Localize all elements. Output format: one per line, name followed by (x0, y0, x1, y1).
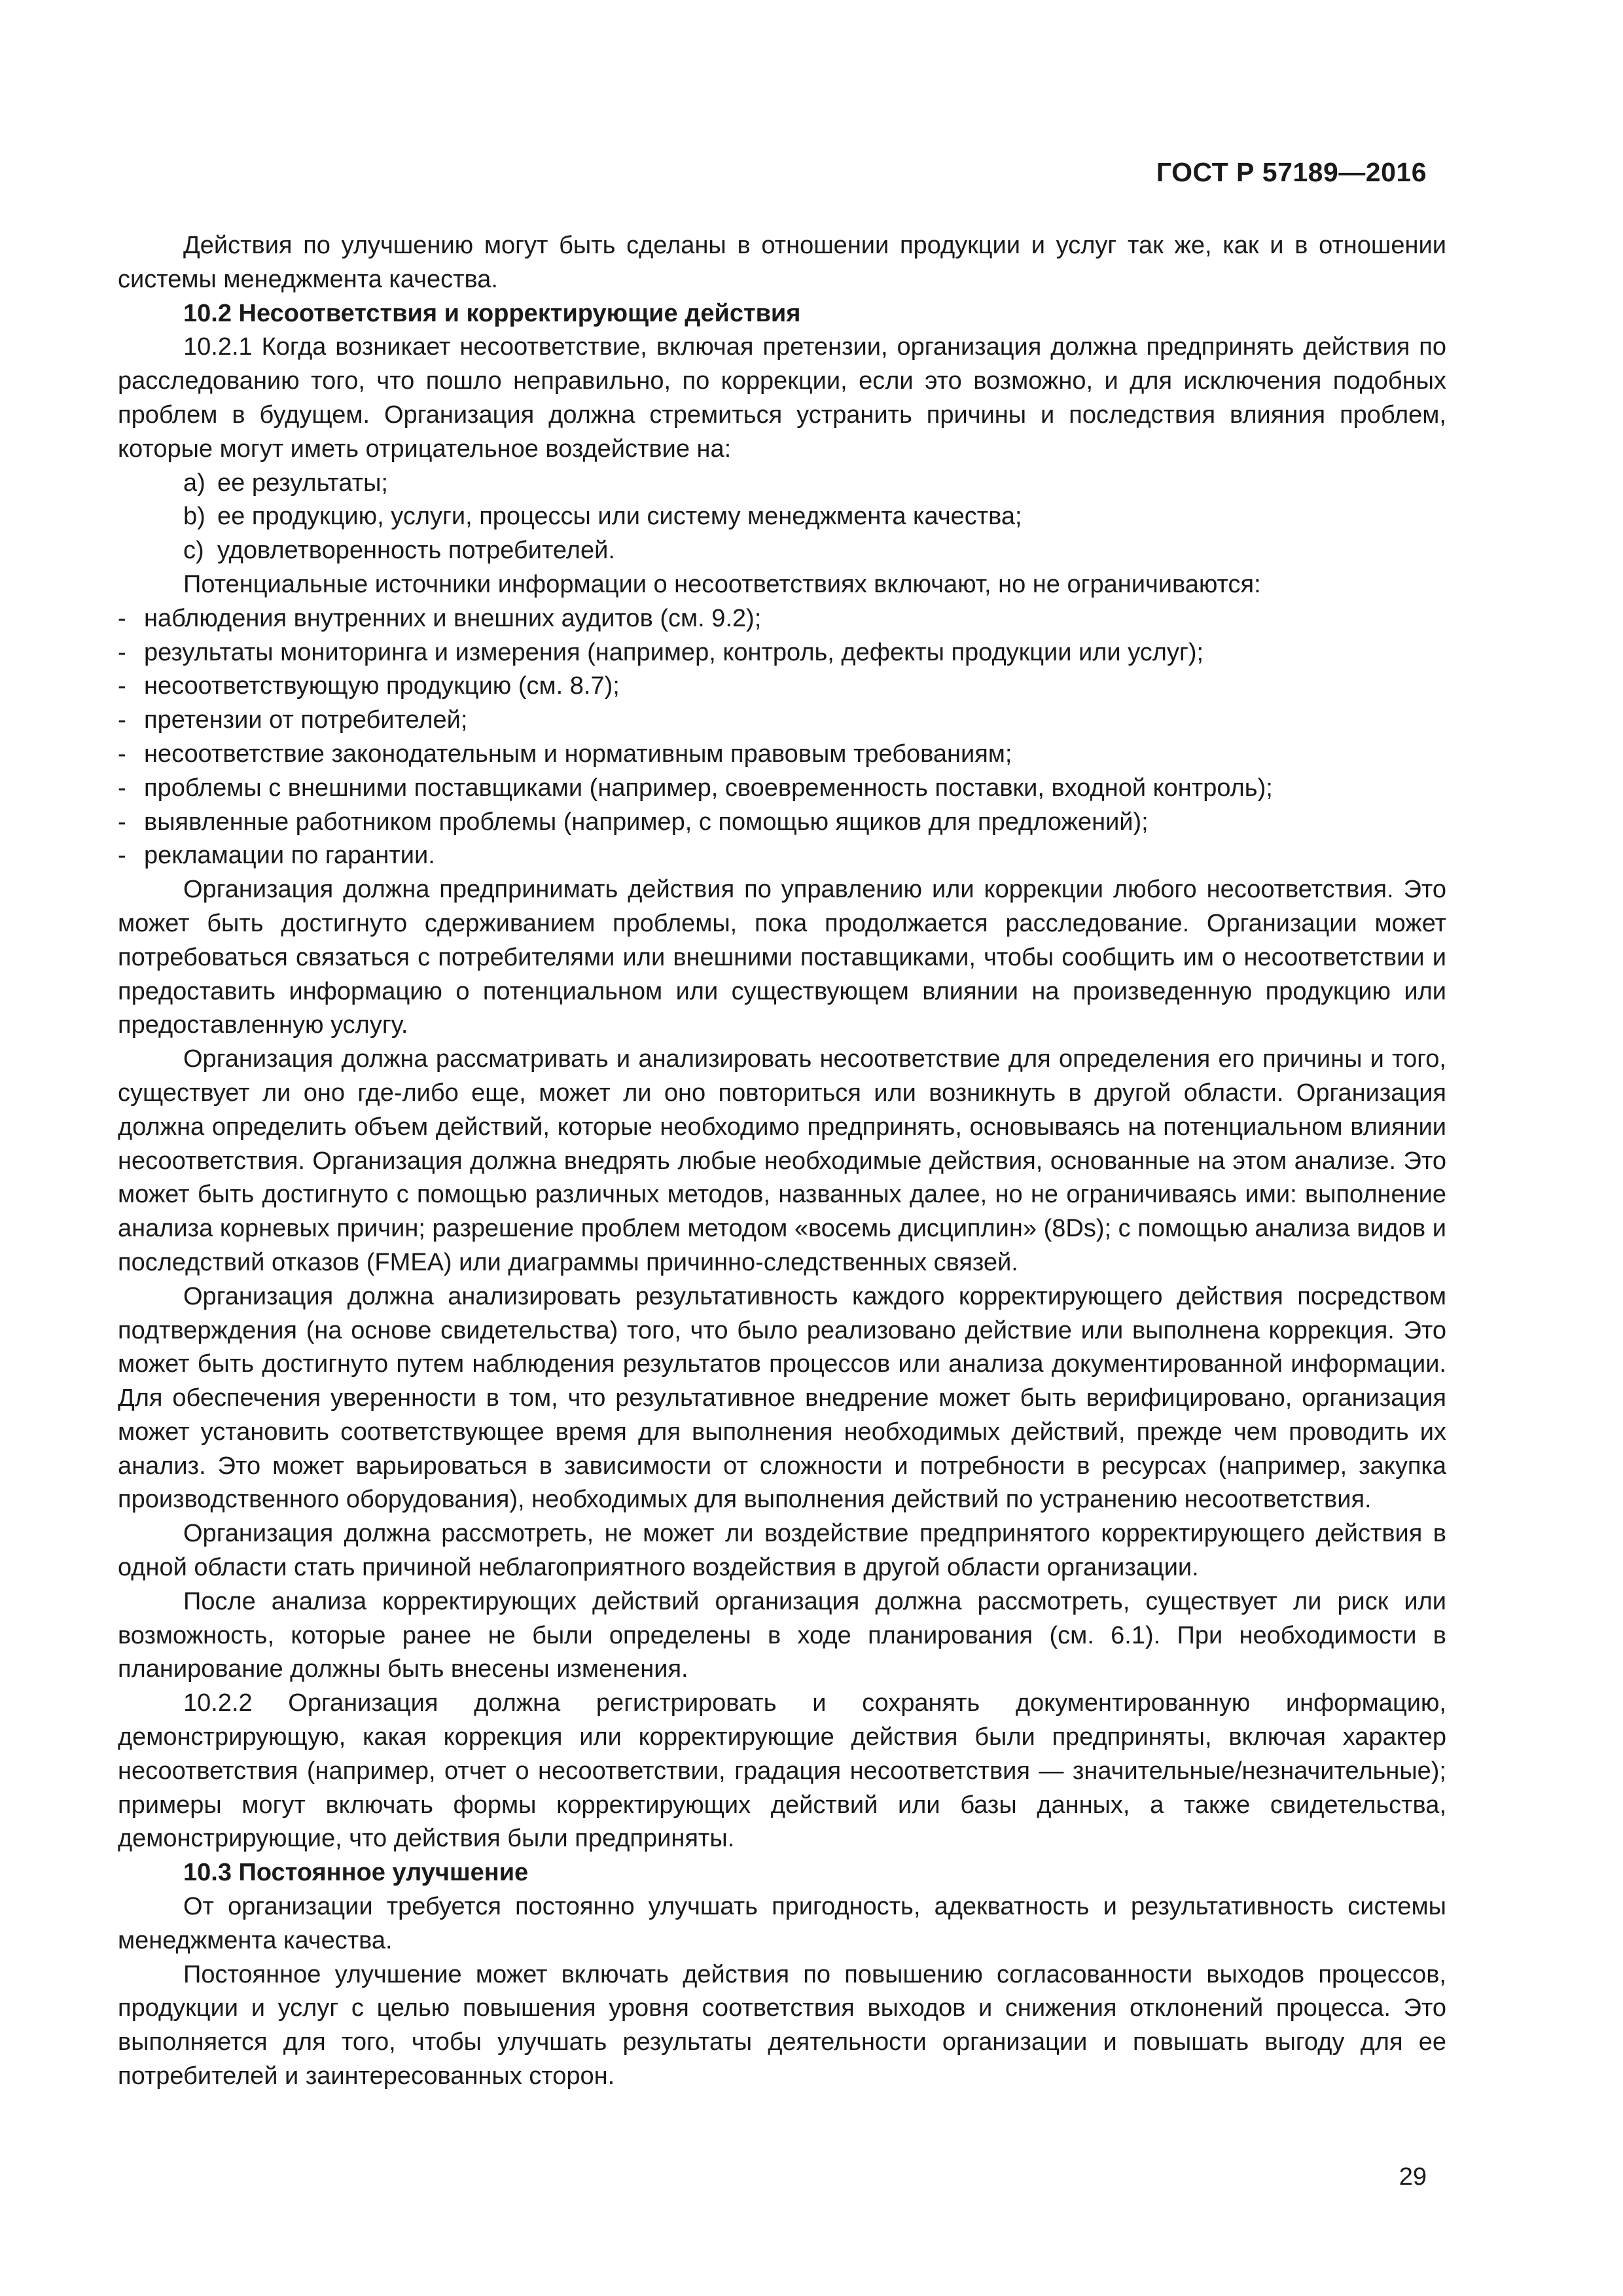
body-paragraph: Организация должна рассматривать и анализировать несоответствие для определения его причины и того, существует ли оно где-либо еще, может ли оно повториться или возникнуть в другой области. Организация должна определить объем действий, которые необходимо предпринять, основываясь на потенциальном влиянии несоответствия. Организация должна внедрять любые необходимые действия, основанные на этом анализе. Это может быть достигнуто с помощью различных методов, названных далее, но не ограничиваясь ими: выполнение анализа корневых причин; разрешение проблем методом «восемь дисциплин» (8Ds); с помощью анализа видов и последствий отказов (FMEA) или диаграммы причинно-следственных связей. (118, 1045, 1446, 1276)
list-item: a) ее результаты; (183, 469, 388, 497)
document-id-header: ГОСТ Р 57189—2016 (1156, 157, 1427, 187)
list-item: - несоответствующую продукцию (см. 8.7); (118, 672, 620, 700)
list-item: c) удовлетворенность потребителей. (183, 537, 615, 565)
page-number: 29 (1399, 2163, 1427, 2191)
list-item: b) ее продукцию, услуги, процессы или систему менеджмента качества; (183, 503, 1022, 531)
body-paragraph: От организации требуется постоянно улучшать пригодность, адекватность и результативность системы менеджмента качества. (118, 1893, 1446, 1954)
clause-10-2-2-paragraph: 10.2.2 Организация должна регистрировать и сохранять документированную информацию, демонстрирующую, какая коррекция или корректирующие действия были предприняты, включая характер несоответствия (например, отчет о несоответствии, градация несоответствия — значительные/незначительные); примеры могут включать формы корректирующих действий или базы данных, а также свидетельства, демонстрирующие, что действия были предприняты. (118, 1689, 1446, 1853)
sources-list (118, 602, 1446, 873)
list-item: - рекламации по гарантии. (118, 842, 435, 870)
section-10-3-heading: 10.3 Постоянное улучшение (183, 1859, 529, 1887)
body-paragraph: После анализа корректирующих действий организация должна рассмотреть, существует ли риск или возможность, которые ранее не были определены в ходе планирования (см. 6.1). При необходимости в планирование должны быть внесены изменения. (118, 1587, 1446, 1683)
clause-10-2-1-paragraph: 10.2.1 Когда возникает несоответствие, включая претензии, организация должна предпринять действия по расследованию того, что пошло неправильно, по коррекции, если это возможно, и для исключения подобных проблем в будущем. Организация должна стремиться устранить причины и последствия влияния проблем, которые могут иметь отрицательное воздействие на: (118, 333, 1446, 463)
section-10-2-heading: 10.2 Несоответствия и корректирующие действия (183, 299, 801, 327)
sources-intro-paragraph: Потенциальные источники информации о несоответствиях включают, но не ограничиваются: (183, 570, 1261, 598)
list-item: - наблюдения внутренних и внешних аудитов (см. 9.2); (118, 604, 762, 632)
body-paragraph: Постоянное улучшение может включать действия по повышению согласованности выходов процессов, продукции и услуг с целью повышения уровня соответствия выходов и снижения отклонений процесса. Это выполняется для того, чтобы улучшать результаты деятельности организации и повышать выгоду для ее потребителей и заинтересованных сторон. (118, 1960, 1446, 2090)
list-item: - несоответствие законодательным и нормативным правовым требованиям; (118, 740, 1012, 768)
list-item: - проблемы с внешними поставщиками (например, своевременность поставки, входной контроль); (118, 774, 1273, 802)
body-paragraph: Организация должна предпринимать действия по управлению или коррекции любого несоответствия. Это может быть достигнуто сдерживанием проблемы, пока продолжается расследование. Организации может потребоваться связаться с потребителями или внешними поставщиками, чтобы сообщить им о несоответствии и предоставить информацию о потенциальном или существующем влиянии на произведенную продукцию или предоставленную услугу. (118, 876, 1446, 1039)
list-item: - претензии от потребителей; (118, 706, 468, 734)
consequences-list (118, 467, 1446, 568)
body-paragraph: Организация должна анализировать результативность каждого корректирующего действия посредством подтверждения (на основе свидетельства) того, что было реализовано действие или выполнена коррекция. Это может быть достигнуто путем наблюдения результатов процессов или анализа документированной информации. Для обеспечения уверенности в том, что результативное внедрение может быть верифицировано, организация может установить соответствующее время для выполнения необходимых действий, прежде чем проводить их анализ. Это может варьироваться в зависимости от сложности и потребности в ресурсах (например, закупка производственного оборудования), необходимых для выполнения действий по устранению несоответствия. (118, 1282, 1446, 1514)
list-item: - результаты мониторинга и измерения (например, контроль, дефекты продукции или услуг); (118, 638, 1204, 666)
list-item: - выявленные работником проблемы (например, с помощью ящиков для предложений); (118, 808, 1149, 836)
body-paragraph: Организация должна рассмотреть, не может ли воздействие предпринятого корректирующего действия в одной области стать причиной неблагоприятного воздействия в другой области организации. (118, 1520, 1446, 1582)
intro-paragraph: Действия по улучшению могут быть сделаны в отношении продукции и услуг так же, как и в отношении системы менеджмента качества. (118, 232, 1446, 293)
document-body (118, 229, 1446, 2094)
